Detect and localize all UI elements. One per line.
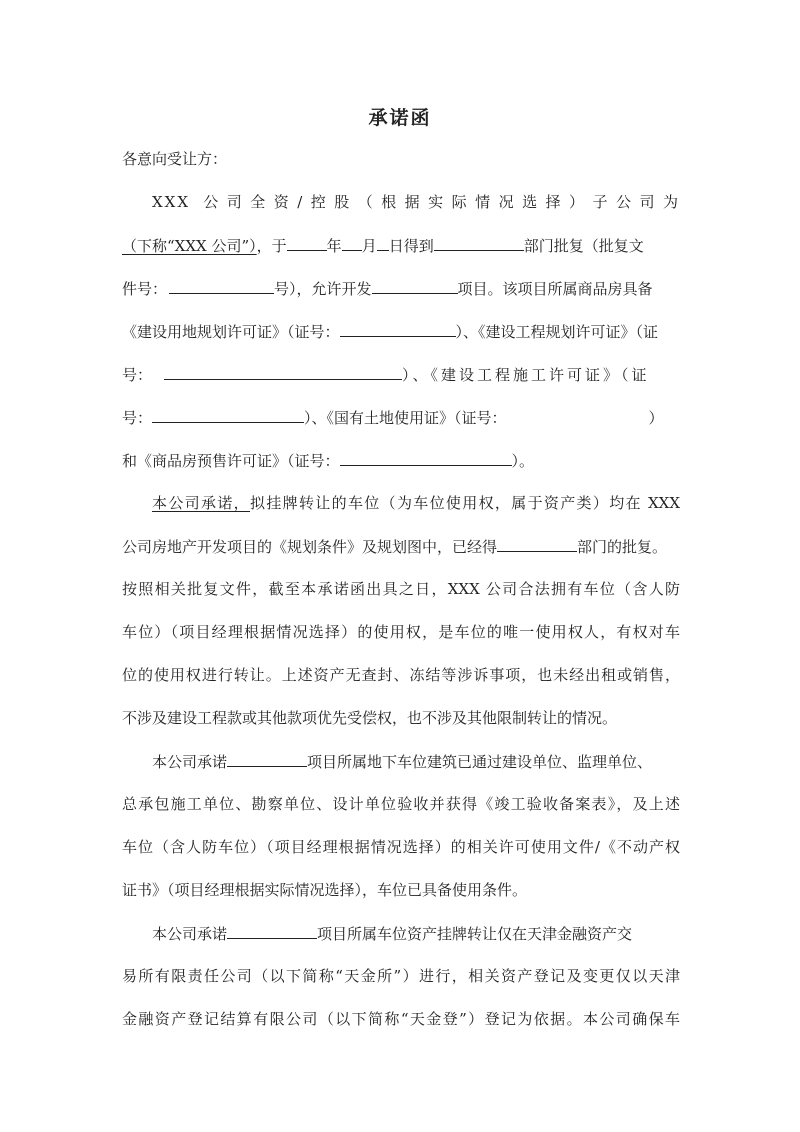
page-title: 承诺函 (368, 107, 432, 129)
project-name-blank[interactable] (372, 274, 458, 294)
p4-line-1: 本公司承诺 项目所属车位资产挂牌转让仅在天津金融资产交 (152, 919, 680, 947)
p3-line-3: 车位（含人防车位）（项目经理根据情况选择）的相关许可使用文件/《不动产权 (122, 838, 680, 856)
p3-line-4: 证书》（项目经理根据实际情况选择），车位已具备使用条件。 (122, 881, 528, 899)
company-alias: （下称“XXX 公司”） (122, 237, 257, 255)
p1-line-3: 件号： 号），允许开发 项目。该项目所属商品房具备 (122, 274, 680, 302)
p1-line-1: XXX 公司全资/控股（根据实际情况选择）子公司为 (152, 193, 680, 211)
p3-line-1: 本公司承诺 项目所属地下车位建筑已通过建设单位、监理单位、 (152, 747, 680, 775)
day-blank[interactable] (377, 231, 389, 251)
p2-line-2: 公司房地产开发项目的《规划条件》及规划图中，已经得 部门的批复。 (122, 532, 680, 560)
p1-line-2: （下称“XXX 公司”），于 年 月 日得到 部门批复（批复文 (122, 231, 680, 259)
p4-line-3: 金融资产登记结算有限公司（以下简称“天金登”）登记为依据。本公司确保车 (122, 1010, 680, 1028)
p4-line-2: 易所有限责任公司（以下简称“天金所”）进行，相关资产登记及变更仅以天津 (122, 967, 680, 985)
p1-line-4: 《建设用地规划许可证》（证号： ）、《建设工程规划许可证》（证 (122, 317, 680, 345)
p1-line-7: 和《商品房预售许可证》（证号： ）。 (122, 446, 680, 474)
p1-line-5: 号： ）、《建设工程施工许可证》（证 (122, 360, 680, 388)
p2-line-4: 车位）（项目经理根据情况选择）的使用权，是车位的唯一使用权人，有权对车 (122, 623, 680, 641)
greeting: 各意向受让方： (122, 150, 228, 168)
engineering-planning-permit-blank[interactable] (164, 360, 402, 380)
planning-department-blank[interactable] (497, 532, 577, 552)
p1-line-6: 号： ）、《国有土地使用证》（证号： ） (122, 403, 680, 431)
approval-number-blank[interactable] (169, 274, 274, 294)
p2-line-1: 本公司承诺，拟挂牌转让的车位（为车位使用权，属于资产类）均在 XXX (152, 494, 680, 512)
p3-line-2: 总承包施工单位、勘察单位、设计单位验收并获得《竣工验收备案表》，及上述 (122, 795, 680, 813)
year-blank[interactable] (287, 231, 327, 251)
project-blank-3[interactable] (227, 919, 317, 939)
construction-permit-blank[interactable] (152, 403, 304, 423)
land-planning-permit-blank[interactable] (340, 317, 456, 337)
month-blank[interactable] (342, 231, 362, 251)
p2-line-3: 按照相关批复文件，截至本承诺函出具之日，XXX 公司合法拥有车位（含人防 (122, 580, 680, 598)
p2-line-5: 位的使用权进行转让。上述资产无查封、冻结等涉诉事项，也未经出租或销售， (122, 666, 680, 684)
p2-line-6: 不涉及建设工程款或其他款项优先受偿权，也不涉及其他限制转让的情况。 (122, 709, 618, 727)
presale-permit-blank[interactable] (340, 446, 512, 466)
department-blank[interactable] (434, 231, 524, 251)
project-blank-2[interactable] (227, 747, 307, 767)
